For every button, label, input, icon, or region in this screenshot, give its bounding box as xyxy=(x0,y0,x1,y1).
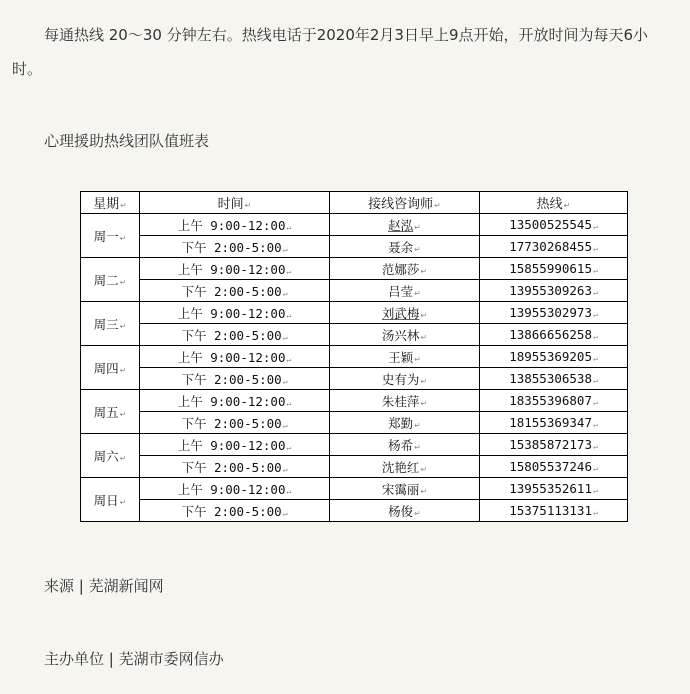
table-row xyxy=(81,258,628,280)
header-hotline: 热线↵ xyxy=(480,192,628,214)
table-row xyxy=(81,434,628,456)
phone-cell: 15385872173↵ xyxy=(480,434,628,456)
table-row xyxy=(81,412,628,434)
counselor-cell: 汤兴林↵ xyxy=(330,324,480,346)
day-cell: 周六↵ xyxy=(81,434,140,478)
header-weekday: 星期↵ xyxy=(81,192,140,214)
counselor-cell: 沈艳红↵ xyxy=(330,456,480,478)
duty-roster-table xyxy=(80,191,628,522)
phone-cell: 18155369347↵ xyxy=(480,412,628,434)
source-credit: 来源 | 芜湖新闻网 xyxy=(44,577,164,595)
time-cell: 上午 9:00-12:00↵ xyxy=(140,214,330,236)
day-cell: 周三↵ xyxy=(81,302,140,346)
counselor-cell: 刘武梅↵ xyxy=(330,302,480,324)
phone-cell: 17730268455↵ xyxy=(480,236,628,258)
table-row xyxy=(81,324,628,346)
counselor-cell: 吕莹↵ xyxy=(330,280,480,302)
table-row xyxy=(81,280,628,302)
counselor-cell: 王颖↵ xyxy=(330,346,480,368)
day-cell: 周一↵ xyxy=(81,214,140,258)
header-time: 时间↵ xyxy=(140,192,330,214)
table-row xyxy=(81,500,628,522)
counselor-cell: 杨希↵ xyxy=(330,434,480,456)
counselor-cell: 范娜莎↵ xyxy=(330,258,480,280)
counselor-cell: 郑勤↵ xyxy=(330,412,480,434)
day-cell: 周四↵ xyxy=(81,346,140,390)
counselor-cell: 朱桂萍↵ xyxy=(330,390,480,412)
intro-paragraph: 每通热线 20～30 分钟左右。热线电话于2020年2月3日早上9点开始，开放时间为每天6小时。 xyxy=(12,26,649,78)
time-cell: 下午 2:00-5:00↵ xyxy=(140,500,330,522)
counselor-cell: 赵泓↵ xyxy=(330,214,480,236)
time-cell: 上午 9:00-12:00↵ xyxy=(140,478,330,500)
host-credit: 主办单位 | 芜湖市委网信办 xyxy=(44,650,224,668)
header-counselor: 接线咨询师↵ xyxy=(330,192,480,214)
time-cell: 上午 9:00-12:00↵ xyxy=(140,302,330,324)
phone-cell: 15855990615↵ xyxy=(480,258,628,280)
day-cell: 周日↵ xyxy=(81,478,140,522)
phone-cell: 18955369205↵ xyxy=(480,346,628,368)
phone-cell: 15805537246↵ xyxy=(480,456,628,478)
time-cell: 下午 2:00-5:00↵ xyxy=(140,324,330,346)
table-row xyxy=(81,302,628,324)
phone-cell: 13955352611↵ xyxy=(480,478,628,500)
table-row xyxy=(81,236,628,258)
table-row xyxy=(81,456,628,478)
day-cell: 周二↵ xyxy=(81,258,140,302)
table-header-row xyxy=(81,192,628,214)
counselor-cell: 史有为↵ xyxy=(330,368,480,390)
counselor-cell: 宋霭丽↵ xyxy=(330,478,480,500)
phone-cell: 13500525545↵ xyxy=(480,214,628,236)
table-row xyxy=(81,214,628,236)
day-cell: 周五↵ xyxy=(81,390,140,434)
time-cell: 上午 9:00-12:00↵ xyxy=(140,346,330,368)
time-cell: 下午 2:00-5:00↵ xyxy=(140,368,330,390)
phone-cell: 13866656258↵ xyxy=(480,324,628,346)
time-cell: 上午 9:00-12:00↵ xyxy=(140,434,330,456)
phone-cell: 13955309263↵ xyxy=(480,280,628,302)
phone-cell: 15375113131↵ xyxy=(480,500,628,522)
time-cell: 下午 2:00-5:00↵ xyxy=(140,280,330,302)
table-title: 心理援助热线团队值班表 xyxy=(44,132,210,150)
time-cell: 下午 2:00-5:00↵ xyxy=(140,236,330,258)
table-row xyxy=(81,478,628,500)
time-cell: 上午 9:00-12:00↵ xyxy=(140,390,330,412)
counselor-cell: 聂余↵ xyxy=(330,236,480,258)
phone-cell: 18355396807↵ xyxy=(480,390,628,412)
time-cell: 下午 2:00-5:00↵ xyxy=(140,412,330,434)
table-row xyxy=(81,346,628,368)
table-row xyxy=(81,390,628,412)
phone-cell: 13855306538↵ xyxy=(480,368,628,390)
phone-cell: 13955302973↵ xyxy=(480,302,628,324)
table-row xyxy=(81,368,628,390)
time-cell: 下午 2:00-5:00↵ xyxy=(140,456,330,478)
time-cell: 上午 9:00-12:00↵ xyxy=(140,258,330,280)
counselor-cell: 杨俊↵ xyxy=(330,500,480,522)
